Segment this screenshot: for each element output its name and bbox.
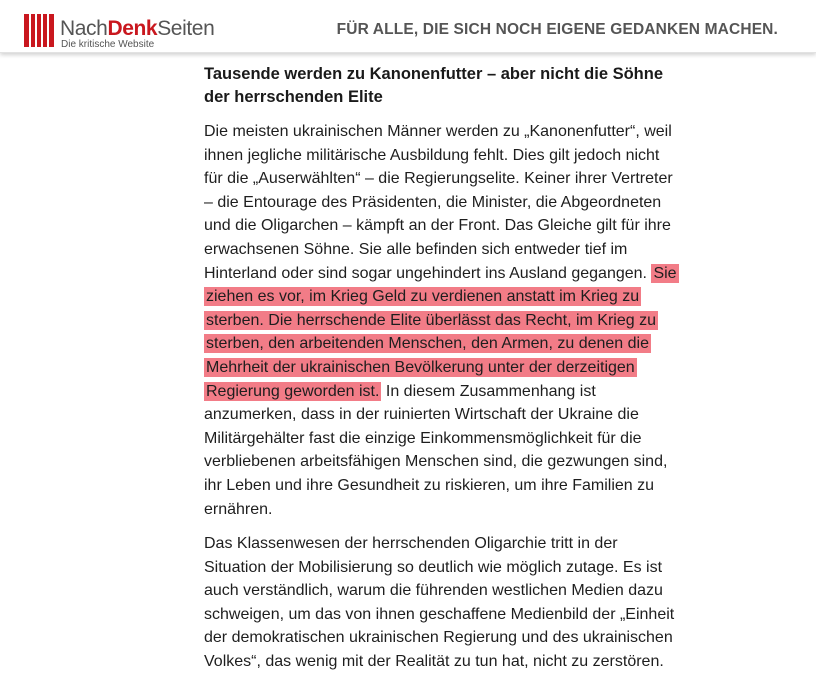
logo-bars-icon xyxy=(24,14,54,47)
highlighted-passage: Sie ziehen es vor, im Krieg Geld zu verdienen anstatt im Krieg zu sterben. Die herrschende Elite überlässt das Recht, im Krieg zu sterben, den arbeitenden Menschen, den Armen, zu denen die Mehrheit der ukrainischen Bevölkerung unter der derzeitigen Regierung geworden ist. xyxy=(206,264,677,400)
site-header xyxy=(0,0,816,53)
paragraph-1 xyxy=(204,120,680,521)
logo-text-seiten: Seiten xyxy=(157,17,215,40)
paragraph-1-text-end: In diesem Zusammenhang ist anzumerken, dass in der ruinierten Wirtschaft der Ukraine die Militärgehälter fast die einzige Einkommensmöglichkeit für die verbliebenen arbeitsfähigen Menschen sind, die gezwungen sind, ihr Leben und ihre Gesundheit zu riskieren, um ihre Familien zu ernähren. xyxy=(204,382,668,518)
paragraph-2: Das Klassenwesen der herrschenden Oligarchie tritt in der Situation der Mobilisierung so deutlich wie möglich zutage. Es ist auch verständlich, warum die führenden westlichen Medien dazu schweigen, um das von ihnen geschaffene Medienbild der „Einheit der demokratischen ukrainischen Regierung und des ukrainischen Volkes“, das wenig mit der Realität zu tun hat, nicht zu zerstören. xyxy=(204,535,675,671)
logo-text-denk: Denk xyxy=(107,17,158,40)
article-body xyxy=(204,63,680,685)
logo-wordmark xyxy=(60,18,214,40)
section-headline: Tausende werden zu Kanonenfutter – aber nicht die Söhne der herrschenden Elite xyxy=(204,65,664,106)
site-tagline: FÜR ALLE, DIE SICH NOCH EIGENE GEDANKEN MACHEN. xyxy=(336,21,778,38)
logo-text-nach: Nach xyxy=(60,17,108,40)
paragraph-1-text-start: Die meisten ukrainischen Männer werden zu „Kanonenfutter“, weil ihnen jegliche militärische Ausbildung fehlt. Dies gilt jedoch nicht für die „Auserwählten“ – die Regierungselite. Keiner ihrer Vertreter – die Entourage des Präsidenten, die Minister, die Abgeordneten und die Oligarchen – kämpft an der Front. Das Gleiche gilt für ihre erwachsenen Söhne. Sie alle befinden sich entweder tief im Hinterland oder sind sogar ungehindert ins Ausland gegangen. xyxy=(204,123,673,282)
logo-subtitle: Die kritische Website xyxy=(61,39,155,50)
